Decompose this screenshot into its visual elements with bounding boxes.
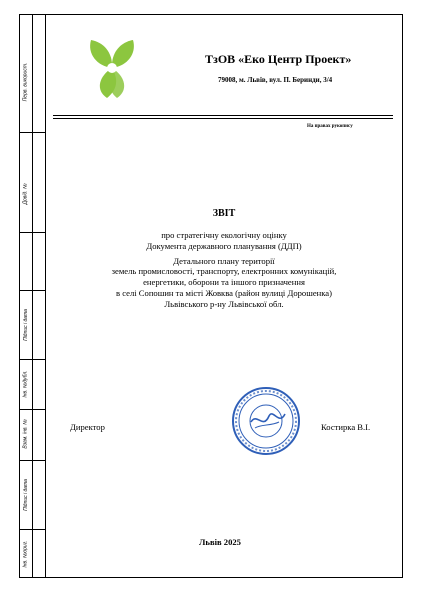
subject-line: Документа державного планування (ДДП) (146, 240, 302, 251)
signatory-name: Костирка В.І. (321, 422, 371, 432)
document-subject (45, 230, 403, 310)
subject-line: земель промисловості, транспорту, електронних комунікацій, (111, 266, 337, 277)
company-logo-icon (77, 36, 147, 100)
strip-label-signature-date-2: Підпис і дата (22, 479, 29, 511)
subject-line: Львівського р-ну Львівської обл. (164, 298, 284, 309)
strip-label-replaced-inv: Взам. інв. № (22, 419, 29, 449)
header-rule-secondary (53, 118, 393, 119)
rights-note: На правах рукопису (307, 124, 353, 129)
title-block-strip (19, 14, 45, 578)
subject-line: в селі Сопошин та місті Жовква (район вулиці Дорошенка) (116, 287, 332, 298)
company-name: ТзОВ «Еко Центр Проект» (205, 52, 352, 66)
company-address: 79008, м. Львів, вул. П. Беринди, 3/4 (218, 76, 333, 84)
official-seal-stamp-icon (231, 386, 301, 456)
strip-label-first-use: Перв. використ. (22, 62, 29, 102)
signatory-role: Директор (70, 422, 105, 432)
city-year: Львів 2025 (199, 537, 241, 547)
strip-label-duplicate-inv: Інв. №дубл. (22, 370, 29, 398)
document-title: ЗВІТ (212, 208, 236, 219)
header-rule (53, 115, 393, 116)
strip-label-signature-date-1: Підпис і дата (22, 309, 29, 341)
subject-line: енергетики, оборони та іншого призначення (143, 277, 305, 288)
subject-line: про стратегічну екологічну оцінку (161, 230, 287, 240)
subject-line: Детального плану території (173, 255, 275, 266)
strip-label-original-inv: Інв. №ориг. (22, 540, 29, 568)
strip-label-reference-no: Довід. № (22, 183, 29, 205)
